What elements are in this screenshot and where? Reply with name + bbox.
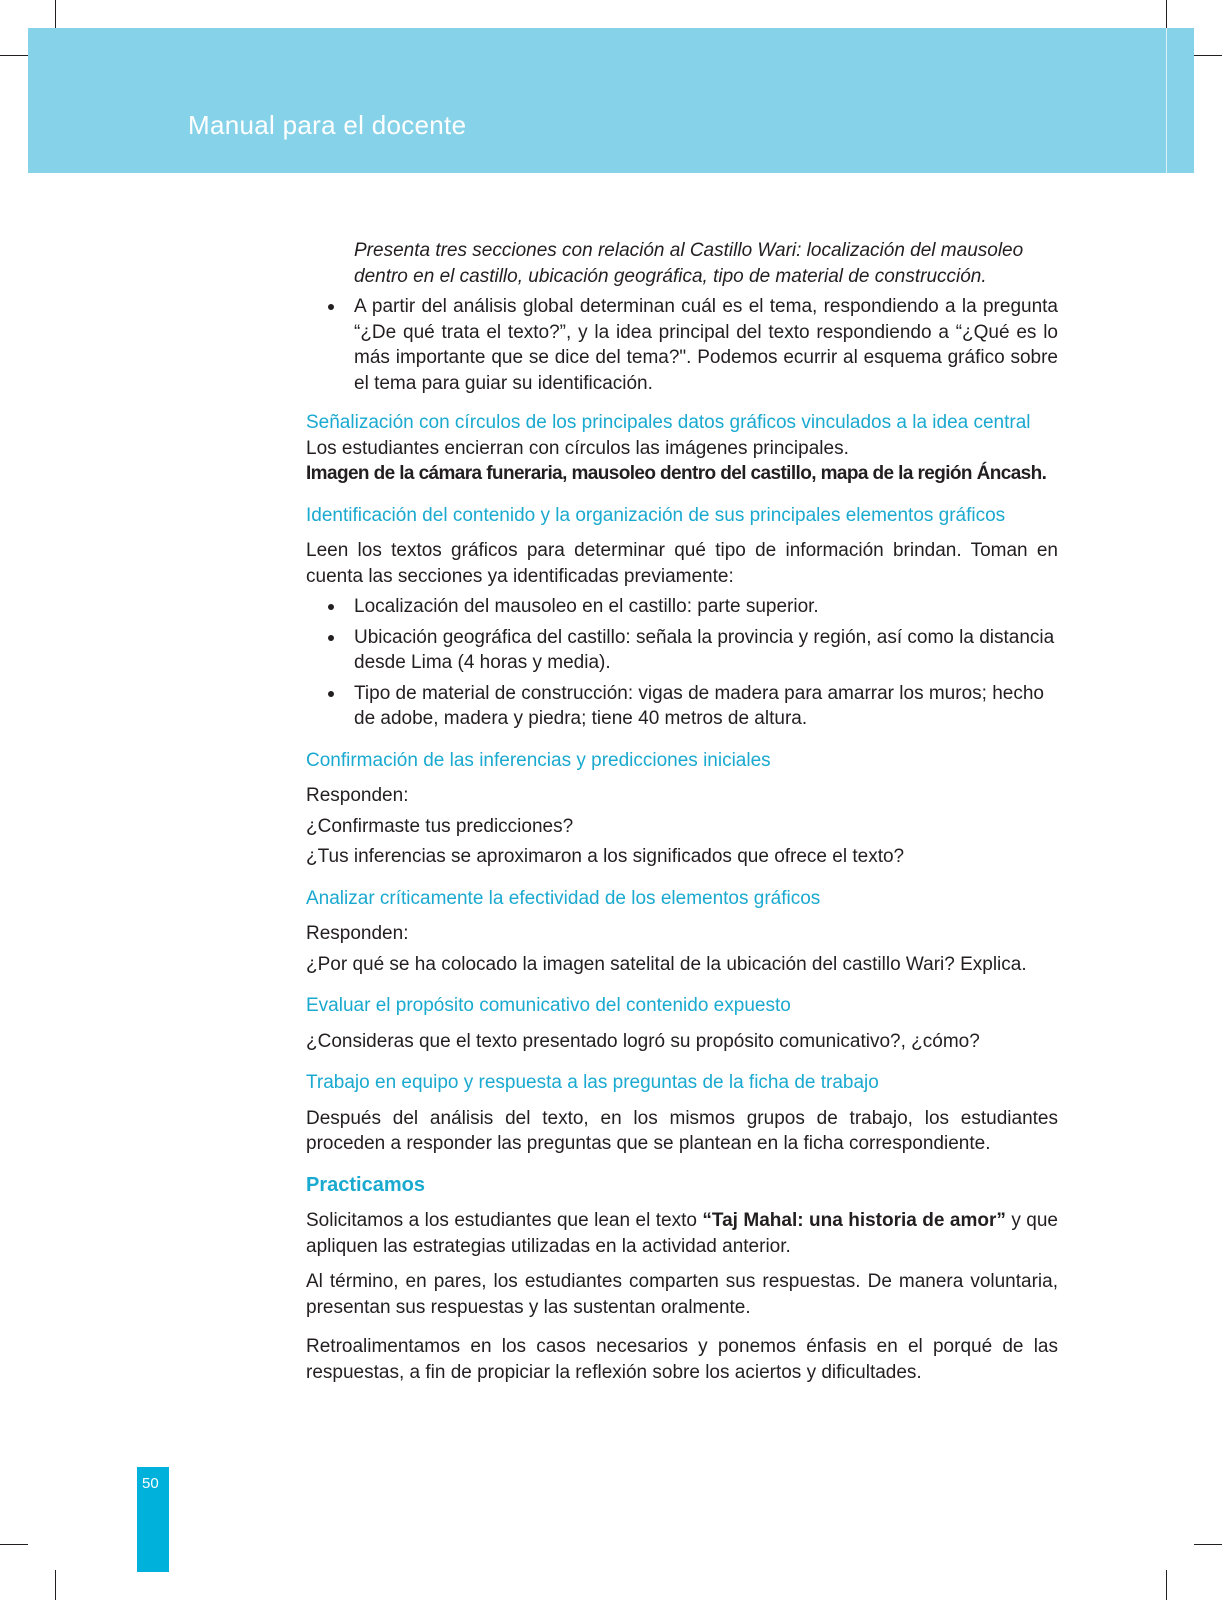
practicamos-p1-text: y que apliquen las estrategias utilizadas en la actividad anterior.: [306, 1210, 1058, 1257]
identificacion-bullet-item: Ubicación geográfica del castillo: señala la provincia y región, así como la distancia desde Lima (4 horas y media).: [306, 625, 1058, 676]
confirmacion-line: ¿Confirmaste tus predicciones?: [306, 815, 574, 837]
document-body: [306, 238, 1058, 1385]
crop-mark: [1194, 55, 1222, 56]
intro-bullet-list: [306, 294, 1058, 396]
header-band: [28, 28, 1194, 173]
section-heading-trabajo: Trabajo en equipo y respuesta a las preguntas de la ficha de trabajo: [306, 1072, 879, 1093]
section-heading-senalizacion: Señalización con círculos de los principales datos gráficos vinculados a la idea central: [306, 412, 1031, 433]
crop-mark: [1166, 0, 1167, 30]
intro-italic-text: Presenta tres secciones con relación al Castillo Wari: localización del mausoleo dentro en el castillo, ubicación geográfica, tipo de material de construcción.: [354, 240, 1024, 287]
confirmacion-line: ¿Tus inferencias se aproximaron a los significados que ofrece el texto?: [306, 846, 905, 867]
practicamos-p1-bold-title: “Taj Mahal: una historia de amor”: [702, 1210, 1006, 1231]
identificacion-bullet-item: Localización del mausoleo en el castillo: parte superior.: [306, 594, 1058, 620]
identificacion-text: Leen los textos gráficos para determinar qué tipo de información brindan. Toman en cuenta las secciones ya identificadas previamente:: [306, 540, 1058, 587]
practicamos-p1-text: Solicitamos a los estudiantes que lean el texto: [306, 1210, 703, 1231]
section-heading-confirmacion: Confirmación de las inferencias y predicciones iniciales: [306, 749, 771, 771]
section-heading-practicamos: Practicamos: [306, 1173, 425, 1196]
header-divider: [1166, 28, 1167, 173]
crop-mark: [55, 0, 56, 30]
page-header-title: Manual para el docente: [188, 110, 467, 140]
section-heading-analizar: Analizar críticamente la efectividad de los elementos gráficos: [306, 887, 821, 909]
page-number: 50: [142, 1475, 159, 1492]
crop-mark: [0, 1544, 28, 1545]
analizar-line: ¿Por qué se ha colocado la imagen satelital de la ubicación del castillo Wari? Explica.: [306, 953, 1027, 975]
senalizacion-bold-text: Imagen de la cámara funeraria, mausoleo dentro del castillo, mapa de la región Áncash.: [306, 463, 1047, 484]
senalizacion-text: Los estudiantes encierran con círculos las imágenes principales.: [306, 437, 849, 459]
practicamos-paragraph-3: Retroalimentamos en los casos necesarios y ponemos énfasis en el porqué de las respuestas, a fin de propiciar la reflexión sobre los aciertos y dificultades.: [306, 1336, 1058, 1383]
crop-mark: [55, 1570, 56, 1600]
identificacion-bullet-item: Tipo de material de construcción: vigas de madera para amarrar los muros; hecho de adobe, madera y piedra; tiene 40 metros de altura.: [306, 681, 1058, 732]
practicamos-paragraph-1: [306, 1208, 1058, 1259]
confirmacion-line: Responden:: [306, 785, 409, 806]
section-heading-identificacion: Identificación del contenido y la organización de sus principales elementos gráficos: [306, 504, 1006, 526]
section-heading-evaluar: Evaluar el propósito comunicativo del contenido expuesto: [306, 995, 791, 1016]
crop-mark: [1194, 1544, 1222, 1545]
analizar-line: Responden:: [306, 923, 409, 944]
trabajo-text: Después del análisis del texto, en los mismos grupos de trabajo, los estudiantes proceden a responder las preguntas que se plantean en la ficha correspondiente.: [306, 1107, 1058, 1154]
evaluar-text: ¿Consideras que el texto presentado logró su propósito comunicativo?, ¿cómo?: [306, 1030, 980, 1052]
practicamos-paragraph-2: Al término, en pares, los estudiantes comparten sus respuestas. De manera voluntaria, presentan sus respuestas y las sustentan oralmente.: [306, 1271, 1058, 1318]
identificacion-bullet-list: [306, 594, 1058, 732]
crop-mark: [1166, 1570, 1167, 1600]
intro-bullet-item: A partir del análisis global determinan cuál es el tema, respondiendo a la pregunta “¿De qué trata el texto?”, y la idea principal del texto respondiendo a “¿Qué es lo más importante que se dice del tema?". Podemos ecurrir al esquema gráfico sobre el tema para guiar su identificación.: [306, 294, 1058, 396]
crop-mark: [0, 55, 28, 56]
